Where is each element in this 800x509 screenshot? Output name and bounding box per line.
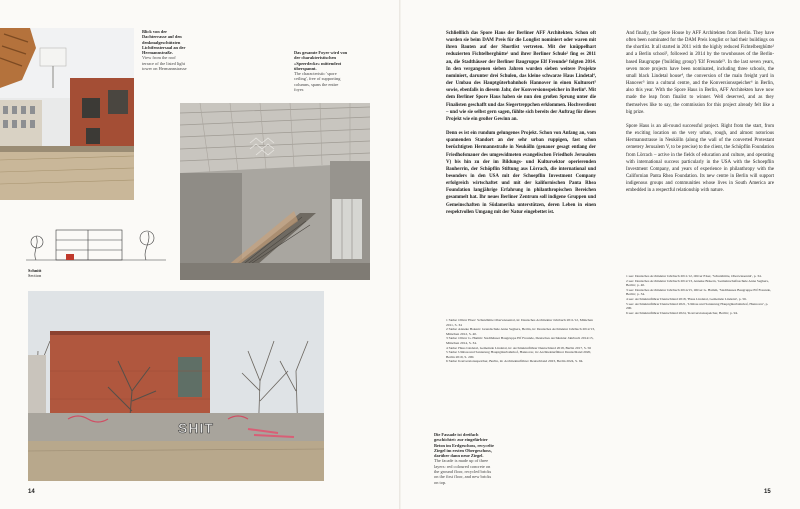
roof-terrace-photo (0, 28, 134, 200)
german-paragraph-2: Denn es ist ein rundum gelungenes Projekt. Schon von Anfang an, vom spannenden Standort an der sehr urban ruppigen, fast schon berüchtigten Hermannstraße in Neukölln (genauer gesagt entlang der Friedhofsmauer des umgewidmeten evangelischen Friedhofs Jerusalem V) bis hin zu der im Bildungs- und Kultursektor operierenden Bauherrin, der Schöpflin Stiftung aus Lörrach, die international und besonders in den USA mit der Schoepflin Investment Company erfolgreich wirtschaftet und mit der kalifornischen Panta Rhea Foundation langjährige Erfahrung in philanthropischen Bereichen gesammelt hat. Ihr neues Berliner Zentrum soll indigene Gruppen und Gemeinschaften in Südamerika unterstützen, deren Leben in einen respektvollen Umgang mit der Natur eingebettet ist. (446, 131, 596, 215)
caption-facade-en: The facade is made up of three layers: red coloured concrete on the ground floor, recycled bricks on the first floor, and new bricks on top. (434, 458, 492, 485)
german-footnote: 1 Siehe: Oliver Elser: Schutzhütte Oberwiesental, in: Deutsches Architektur Jahrbuch 2011/12, München 2011, S. 34 (446, 318, 593, 327)
foyer-photo (180, 103, 370, 280)
german-footnote: 5 Siehe: Umbau und Sanierung Hauptgüterbahnhof, Hannover, in: Architekturführer Deutschland 2020, Berlin 2019, S. 200. (446, 350, 592, 359)
section-drawing (26, 220, 166, 268)
caption-roof-de: Blick von der Dachterrasse auf den denkmalgeschützten Lichtfenstersaal an der Hermannstraße. (142, 29, 186, 56)
facade-photo (28, 291, 324, 481)
english-footnote: 3 see: Deutsches Architektur Jahrbuch 2014/15, Oliver G. Hamm, 'Stadthauses Baugruppe Elf Freunde, Berlin', p. 34. (626, 287, 771, 297)
caption-foyer-en: The characteristic 'spore ceiling', free of supporting columns, spans the entire foyer. (294, 71, 341, 93)
english-column (626, 30, 774, 201)
german-footnote: 4 Siehe: Haus Lindetal, Gemeinde Lindetal, in: Architekturführer Deutschland 2018, Berlin 2017, S. 56 (446, 345, 592, 350)
german-footnote: 2 Siehe: Anneke Bokern: Grundschule Anna Seghers, Berlin, in: Deutsches Architektur Jahrbuch 2012/13, München 2012, S. 40. (446, 327, 595, 336)
section-label-en: Section (28, 273, 42, 279)
english-paragraph-2: Spore Haus is an all-round successful project. Right from the start, from the exciting location on the very urban, rough, and almost notorious Hermannstrasse in Neukölln (along the wall of the converted Protestant cemetery Jerusalem V, to be precise) to the client, the Schöpflin Foundation from Lörrach – active in the fields of education and culture, and operating with international success particularly in the USA with the Schoepflin Investment Company, and years of experience in philanthropy with the Californian Panta Rhea Foundation. Its new centre in Berlin will support indigenous groups and communities whose lives in South America are embedded in a respectful relationship with nature. (626, 123, 774, 194)
section-label-de: Schnitt (28, 268, 42, 273)
caption-foyer-de: Das gesamte Foyer wird von der charakteristischen »Speerdecke« mittendrot überspannt. (294, 50, 348, 71)
german-footnote: 6 Siehe: Konversionsspeicher, Berlin, in: Architekturführer Deutschland 2023, Berlin 2024, S. 94. (446, 359, 584, 364)
english-footnote: 5 see: Architekturführer Deutschland 2021, 'Umbau und Sanierung Hauptgüterbahnhof, Hannover', p. 200. (626, 301, 769, 311)
caption-roof-en: View from the roof terrace of the listed light tower on Hermannstrasse (142, 55, 187, 72)
german-footnote: 3 Siehe: Oliver G. Hamm: Stadthäuser Baugruppe Elf Freunde, Deutsches Architektur Jahrbuch 2014/15, München 2014, S. 34. (446, 336, 594, 345)
svg-text:SHIT: SHIT (178, 420, 214, 436)
gutter (399, 0, 401, 509)
page-number-left: 14 (28, 489, 35, 495)
english-paragraph-1: And finally, the Spore House by AFF Architekten from Berlin. They have often been nominated for the DAM Preis longlist or had their buildings on the shortlist. It all started in 2011 with the highly reduced Fichtelberghütte¹ and a Berlin school², followed in 2014 by the townhouses of the Berlin-based Baugruppe ('building group') 'Elf Freunde'³. In the last seven years, seven more projects have been nominated, including three schools, the small black Lindetal house⁴, the conversion of the main freight yard in Hanover⁵ into a cultural centre, and the Konversionsspeicher⁶ in Berlin, also this year. With the Spore Haus in Berlin, AFF Architekten have now made the leap from finalist to winner. Well deserved, and as they themselves like to say, the commission for this project already felt like a big prize. (626, 31, 774, 115)
german-footnotes (446, 318, 596, 364)
caption-roof-terrace (142, 29, 188, 71)
german-paragraph-1: Schließlich das Spore Haus der Berliner AFF Architekten. Schon oft wurden sie beim DAM Preis für die Longlist nominiert oder waren mit ihren Bauten auf der Shortlist vertreten. Mit der knüppelhart reduzierten Fichtelberghütte¹ und ihrer Berliner Schule² fing es 2011 an, die Stadthäuser der Berliner Baugruppe Elf Freunde³ folgten 2014. In den vergangenen sieben Jahren wurden sieben weitere Projekte nominiert, darunter drei Schulen, das kleine schwarze Haus Lindetal⁴, der Umbau des Hauptgüterbahnhofs Hannover in einen Kulturort⁵ sowie, ebenfalls in diesem Jahr, der Konversionsspeicher in Berlin⁶. Mit dem Berliner Spore Haus haben sie nun den großen Sprung unter die Finalisten geschafft und das Siegertreppchen erklommen. Hochverdient – und wie sie selbst gern sagen, fühlte sich bereits der Auftrag für dieses Projekt wie ein großer Gewinn an. (446, 31, 596, 122)
english-footnote: 4 see: Architekturführer Deutschland 2018, 'Haus Lindetal, Gemeinde Lindetal', p. 56. (626, 296, 747, 301)
page-number-right: 15 (764, 489, 771, 495)
german-column (446, 30, 596, 223)
english-footnotes (626, 274, 774, 315)
caption-facade (434, 432, 494, 485)
caption-facade-de: Die Fassade ist dreifach geschichtet: zur eingefärbter Beton im Erdgeschoss, recycelte Ziegel im ersten Obergeschoss, darüber dann neue Ziegel. (434, 432, 494, 459)
english-footnote: 1 see: Deutsches Architektur Jahrbuch 2011/12, Oliver Elser, 'Schutzhütte, Oberwiesental', p. 34. (626, 274, 762, 278)
english-footnote: 6 see: Architekturführer Deutschland 2024, 'Konversionsspeicher, Berlin', p. 94. (626, 310, 739, 315)
english-footnote: 2 see: Deutsches Architektur Jahrbuch 2012/13, Anneke Bokern, 'Gemeinschaftsschule Anna Seghers, Berlin', p. 40. (626, 278, 769, 288)
section-label (28, 268, 58, 279)
caption-foyer (294, 50, 348, 92)
